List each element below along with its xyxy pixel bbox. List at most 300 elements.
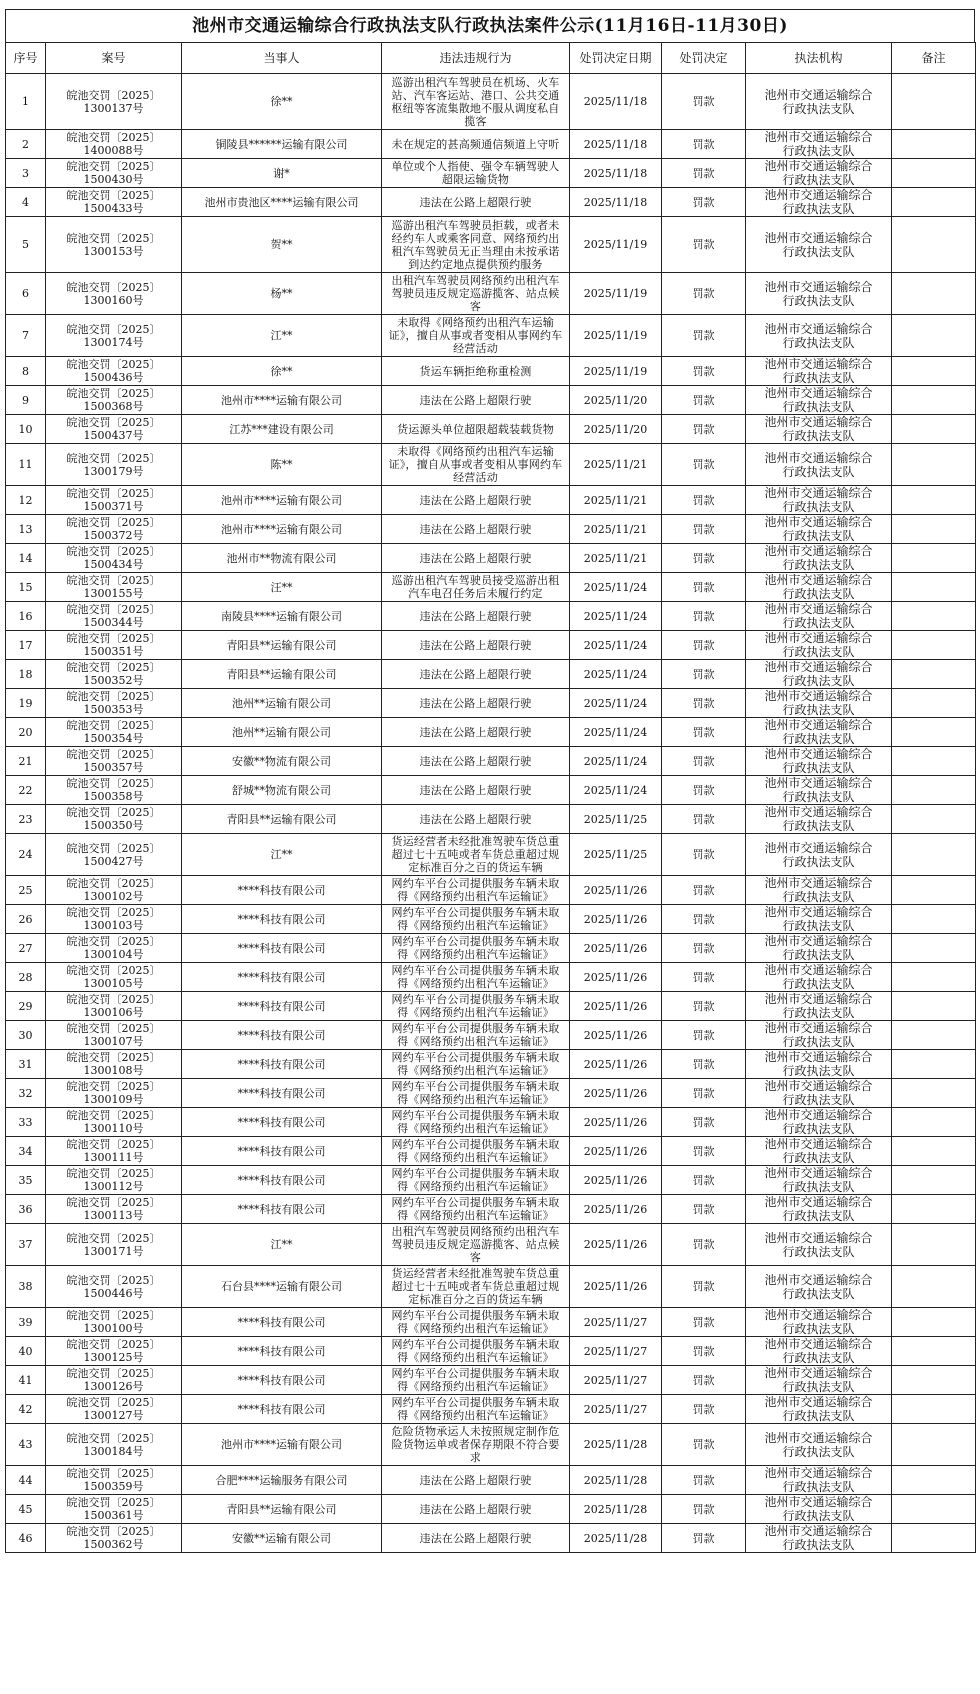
decision-cell: 罚款 (662, 188, 746, 217)
party-cell: 徐** (182, 74, 382, 130)
decision-cell: 罚款 (662, 1524, 746, 1553)
party-cell: ****科技有限公司 (182, 1079, 382, 1108)
decision-cell: 罚款 (662, 1079, 746, 1108)
decision-date-cell: 2025/11/24 (570, 631, 662, 660)
case-number-cell: 皖池交罚〔2025〕 1300126号 (46, 1366, 182, 1395)
decision-cell: 罚款 (662, 1021, 746, 1050)
note-cell (892, 1079, 976, 1108)
agency-cell: 池州市交通运输综合 行政执法支队 (746, 1108, 892, 1137)
row-number-cell: 16 (6, 602, 46, 631)
violation-cell: 违法在公路上超限行驶 (382, 486, 570, 515)
decision-date-cell: 2025/11/26 (570, 1108, 662, 1137)
decision-cell: 罚款 (662, 1466, 746, 1495)
table-row (6, 515, 976, 544)
table-row (6, 273, 976, 315)
decision-date-cell: 2025/11/27 (570, 1395, 662, 1424)
row-number-cell: 18 (6, 660, 46, 689)
decision-date-cell: 2025/11/28 (570, 1424, 662, 1466)
party-cell: 贺** (182, 217, 382, 273)
violation-cell: 网约车平台公司提供服务车辆未取得《网络预约出租汽车运输证》 (382, 934, 570, 963)
case-number-cell: 皖池交罚〔2025〕 1500358号 (46, 776, 182, 805)
decision-date-cell: 2025/11/28 (570, 1524, 662, 1553)
row-number-cell: 17 (6, 631, 46, 660)
decision-cell: 罚款 (662, 74, 746, 130)
agency-cell: 池州市交通运输综合 行政执法支队 (746, 1366, 892, 1395)
note-cell (892, 515, 976, 544)
decision-cell: 罚款 (662, 1424, 746, 1466)
row-number-cell: 22 (6, 776, 46, 805)
violation-cell: 违法在公路上超限行驶 (382, 805, 570, 834)
party-cell: 池州**运输有限公司 (182, 718, 382, 747)
decision-date-cell: 2025/11/19 (570, 217, 662, 273)
violation-cell: 未取得《网络预约出租汽车运输证》，擅自从事或者变相从事网约车经营活动 (382, 444, 570, 486)
note-cell (892, 805, 976, 834)
note-cell (892, 1050, 976, 1079)
table-row (6, 573, 976, 602)
decision-cell: 罚款 (662, 444, 746, 486)
decision-cell: 罚款 (662, 130, 746, 159)
decision-date-cell: 2025/11/28 (570, 1495, 662, 1524)
violation-cell: 网约车平台公司提供服务车辆未取得《网络预约出租汽车运输证》 (382, 905, 570, 934)
violation-cell: 巡游出租汽车驾驶员在机场、火车站、汽车客运站、港口、公共交通枢纽等客流集散地不服从调度私自揽客 (382, 74, 570, 130)
row-number-cell: 39 (6, 1308, 46, 1337)
violation-cell: 网约车平台公司提供服务车辆未取得《网络预约出租汽车运输证》 (382, 992, 570, 1021)
table-row (6, 963, 976, 992)
row-number-cell: 46 (6, 1524, 46, 1553)
violation-cell: 违法在公路上超限行驶 (382, 1524, 570, 1553)
row-number-cell: 42 (6, 1395, 46, 1424)
violation-cell: 违法在公路上超限行驶 (382, 660, 570, 689)
party-cell: 汪** (182, 573, 382, 602)
case-number-cell: 皖池交罚〔2025〕 1300137号 (46, 74, 182, 130)
table-row (6, 1079, 976, 1108)
agency-cell: 池州市交通运输综合 行政执法支队 (746, 963, 892, 992)
header-no: 序号 (6, 43, 46, 74)
note-cell (892, 631, 976, 660)
decision-date-cell: 2025/11/26 (570, 1079, 662, 1108)
note-cell (892, 1108, 976, 1137)
row-number-cell: 41 (6, 1366, 46, 1395)
table-row (6, 1021, 976, 1050)
agency-cell: 池州市交通运输综合 行政执法支队 (746, 934, 892, 963)
decision-cell: 罚款 (662, 486, 746, 515)
case-number-cell: 皖池交罚〔2025〕 1300109号 (46, 1079, 182, 1108)
party-cell: ****科技有限公司 (182, 1308, 382, 1337)
agency-cell: 池州市交通运输综合 行政执法支队 (746, 660, 892, 689)
row-number-cell: 6 (6, 273, 46, 315)
note-cell (892, 905, 976, 934)
party-cell: 安徽**物流有限公司 (182, 747, 382, 776)
table-row (6, 1266, 976, 1308)
note-cell (892, 1166, 976, 1195)
case-number-cell: 皖池交罚〔2025〕 1300107号 (46, 1021, 182, 1050)
table-row (6, 905, 976, 934)
note-cell (892, 1308, 976, 1337)
violation-cell: 未在规定的甚高频通信频道上守听 (382, 130, 570, 159)
row-number-cell: 20 (6, 718, 46, 747)
decision-date-cell: 2025/11/26 (570, 934, 662, 963)
note-cell (892, 660, 976, 689)
decision-date-cell: 2025/11/26 (570, 1050, 662, 1079)
table-row (6, 1466, 976, 1495)
row-number-cell: 11 (6, 444, 46, 486)
case-number-cell: 皖池交罚〔2025〕 1500353号 (46, 689, 182, 718)
violation-cell: 危险货物承运人未按照规定制作危险货物运单或者保存期限不符合要求 (382, 1424, 570, 1466)
decision-date-cell: 2025/11/26 (570, 963, 662, 992)
table-row (6, 689, 976, 718)
case-number-cell: 皖池交罚〔2025〕 1500350号 (46, 805, 182, 834)
decision-cell: 罚款 (662, 805, 746, 834)
party-cell: ****科技有限公司 (182, 1021, 382, 1050)
case-number-cell: 皖池交罚〔2025〕 1300100号 (46, 1308, 182, 1337)
agency-cell: 池州市交通运输综合 行政执法支队 (746, 1495, 892, 1524)
note-cell (892, 834, 976, 876)
table-row (6, 1050, 976, 1079)
decision-date-cell: 2025/11/26 (570, 905, 662, 934)
decision-date-cell: 2025/11/27 (570, 1366, 662, 1395)
party-cell: 青阳县**运输有限公司 (182, 805, 382, 834)
party-cell: ****科技有限公司 (182, 876, 382, 905)
decision-cell: 罚款 (662, 544, 746, 573)
row-number-cell: 23 (6, 805, 46, 834)
violation-cell: 货运车辆拒绝称重检测 (382, 357, 570, 386)
decision-cell: 罚款 (662, 776, 746, 805)
party-cell: 石台县****运输有限公司 (182, 1266, 382, 1308)
decision-date-cell: 2025/11/26 (570, 1195, 662, 1224)
table-row (6, 74, 976, 130)
table-row (6, 415, 976, 444)
decision-cell: 罚款 (662, 905, 746, 934)
note-cell (892, 415, 976, 444)
party-cell: 青阳县**运输有限公司 (182, 660, 382, 689)
agency-cell: 池州市交通运输综合 行政执法支队 (746, 386, 892, 415)
party-cell: ****科技有限公司 (182, 905, 382, 934)
row-number-cell: 8 (6, 357, 46, 386)
decision-cell: 罚款 (662, 876, 746, 905)
table-body (6, 74, 976, 1553)
agency-cell: 池州市交通运输综合 行政执法支队 (746, 1337, 892, 1366)
violation-cell: 网约车平台公司提供服务车辆未取得《网络预约出租汽车运输证》 (382, 1050, 570, 1079)
row-number-cell: 40 (6, 1337, 46, 1366)
case-number-cell: 皖池交罚〔2025〕 1500436号 (46, 357, 182, 386)
party-cell: 江苏***建设有限公司 (182, 415, 382, 444)
party-cell: 徐** (182, 357, 382, 386)
agency-cell: 池州市交通运输综合 行政执法支队 (746, 1466, 892, 1495)
decision-date-cell: 2025/11/19 (570, 357, 662, 386)
document-title: 池州市交通运输综合行政执法支队行政执法案件公示(11月16日-11月30日) (5, 9, 975, 42)
case-number-cell: 皖池交罚〔2025〕 1300174号 (46, 315, 182, 357)
party-cell: ****科技有限公司 (182, 992, 382, 1021)
note-cell (892, 1424, 976, 1466)
agency-cell: 池州市交通运输综合 行政执法支队 (746, 1424, 892, 1466)
note-cell (892, 1337, 976, 1366)
case-number-cell: 皖池交罚〔2025〕 1500362号 (46, 1524, 182, 1553)
decision-cell: 罚款 (662, 992, 746, 1021)
row-number-cell: 7 (6, 315, 46, 357)
party-cell: 池州市**物流有限公司 (182, 544, 382, 573)
table-row (6, 776, 976, 805)
table-row (6, 631, 976, 660)
case-number-cell: 皖池交罚〔2025〕 1300179号 (46, 444, 182, 486)
agency-cell: 池州市交通运输综合 行政执法支队 (746, 631, 892, 660)
table-row (6, 315, 976, 357)
note-cell (892, 1021, 976, 1050)
row-number-cell: 2 (6, 130, 46, 159)
case-number-cell: 皖池交罚〔2025〕 1400088号 (46, 130, 182, 159)
decision-cell: 罚款 (662, 689, 746, 718)
table-row (6, 1166, 976, 1195)
header-row (6, 43, 976, 74)
note-cell (892, 486, 976, 515)
agency-cell: 池州市交通运输综合 行政执法支队 (746, 905, 892, 934)
row-number-cell: 4 (6, 188, 46, 217)
case-number-cell: 皖池交罚〔2025〕 1500427号 (46, 834, 182, 876)
party-cell: 江** (182, 315, 382, 357)
party-cell: 杨** (182, 273, 382, 315)
row-number-cell: 26 (6, 905, 46, 934)
violation-cell: 网约车平台公司提供服务车辆未取得《网络预约出租汽车运输证》 (382, 1308, 570, 1337)
case-number-cell: 皖池交罚〔2025〕 1300103号 (46, 905, 182, 934)
table-row (6, 486, 976, 515)
decision-cell: 罚款 (662, 718, 746, 747)
case-number-cell: 皖池交罚〔2025〕 1300171号 (46, 1224, 182, 1266)
row-number-cell: 38 (6, 1266, 46, 1308)
violation-cell: 货运经营者未经批准驾驶车货总重超过七十五吨或者车货总重超过规定标准百分之百的货运车辆 (382, 834, 570, 876)
agency-cell: 池州市交通运输综合 行政执法支队 (746, 1021, 892, 1050)
violation-cell: 网约车平台公司提供服务车辆未取得《网络预约出租汽车运输证》 (382, 1137, 570, 1166)
violation-cell: 巡游出租汽车驾驶员拒载，或者未经约车人或乘客同意、网络预约出租汽车驾驶员无正当理由未按承诺到达约定地点提供预约服务 (382, 217, 570, 273)
table-row (6, 992, 976, 1021)
table-row (6, 1337, 976, 1366)
row-number-cell: 25 (6, 876, 46, 905)
header-case-number: 案号 (46, 43, 182, 74)
decision-date-cell: 2025/11/24 (570, 747, 662, 776)
agency-cell: 池州市交通运输综合 行政执法支队 (746, 74, 892, 130)
decision-cell: 罚款 (662, 1308, 746, 1337)
decision-date-cell: 2025/11/26 (570, 876, 662, 905)
decision-cell: 罚款 (662, 1195, 746, 1224)
decision-cell: 罚款 (662, 631, 746, 660)
case-number-cell: 皖池交罚〔2025〕 1500352号 (46, 660, 182, 689)
party-cell: ****科技有限公司 (182, 1166, 382, 1195)
table-row (6, 544, 976, 573)
row-number-cell: 28 (6, 963, 46, 992)
decision-cell: 罚款 (662, 602, 746, 631)
agency-cell: 池州市交通运输综合 行政执法支队 (746, 805, 892, 834)
row-number-cell: 45 (6, 1495, 46, 1524)
party-cell: 池州市贵池区****运输有限公司 (182, 188, 382, 217)
table-row (6, 834, 976, 876)
party-cell: ****科技有限公司 (182, 1050, 382, 1079)
row-number-cell: 5 (6, 217, 46, 273)
note-cell (892, 934, 976, 963)
agency-cell: 池州市交通运输综合 行政执法支队 (746, 1395, 892, 1424)
case-number-cell: 皖池交罚〔2025〕 1300102号 (46, 876, 182, 905)
party-cell: 池州市****运输有限公司 (182, 386, 382, 415)
decision-date-cell: 2025/11/19 (570, 273, 662, 315)
note-cell (892, 689, 976, 718)
party-cell: 合肥****运输服务有限公司 (182, 1466, 382, 1495)
note-cell (892, 776, 976, 805)
decision-cell: 罚款 (662, 273, 746, 315)
agency-cell: 池州市交通运输综合 行政执法支队 (746, 1137, 892, 1166)
header-agency: 执法机构 (746, 43, 892, 74)
decision-cell: 罚款 (662, 357, 746, 386)
agency-cell: 池州市交通运输综合 行政执法支队 (746, 1266, 892, 1308)
case-number-cell: 皖池交罚〔2025〕 1500433号 (46, 188, 182, 217)
decision-date-cell: 2025/11/21 (570, 515, 662, 544)
decision-cell: 罚款 (662, 1495, 746, 1524)
party-cell: ****科技有限公司 (182, 1366, 382, 1395)
table-row (6, 1495, 976, 1524)
table-row (6, 1308, 976, 1337)
table-row (6, 1395, 976, 1424)
violation-cell: 网约车平台公司提供服务车辆未取得《网络预约出租汽车运输证》 (382, 963, 570, 992)
violation-cell: 巡游出租汽车驾驶员接受巡游出租汽车电召任务后未履行约定 (382, 573, 570, 602)
case-number-cell: 皖池交罚〔2025〕 1300160号 (46, 273, 182, 315)
party-cell: 池州市****运输有限公司 (182, 1424, 382, 1466)
case-number-cell: 皖池交罚〔2025〕 1300155号 (46, 573, 182, 602)
row-number-cell: 10 (6, 415, 46, 444)
note-cell (892, 386, 976, 415)
table-row (6, 660, 976, 689)
agency-cell: 池州市交通运输综合 行政执法支队 (746, 1524, 892, 1553)
note-cell (892, 602, 976, 631)
agency-cell: 池州市交通运输综合 行政执法支队 (746, 486, 892, 515)
decision-date-cell: 2025/11/26 (570, 1166, 662, 1195)
agency-cell: 池州市交通运输综合 行政执法支队 (746, 159, 892, 188)
note-cell (892, 130, 976, 159)
row-number-cell: 34 (6, 1137, 46, 1166)
decision-date-cell: 2025/11/25 (570, 834, 662, 876)
row-number-cell: 29 (6, 992, 46, 1021)
decision-date-cell: 2025/11/26 (570, 1224, 662, 1266)
header-party: 当事人 (182, 43, 382, 74)
party-cell: ****科技有限公司 (182, 1108, 382, 1137)
agency-cell: 池州市交通运输综合 行政执法支队 (746, 1195, 892, 1224)
case-number-cell: 皖池交罚〔2025〕 1500372号 (46, 515, 182, 544)
case-number-cell: 皖池交罚〔2025〕 1500446号 (46, 1266, 182, 1308)
violation-cell: 货运源头单位超限超载装载货物 (382, 415, 570, 444)
decision-date-cell: 2025/11/26 (570, 1137, 662, 1166)
decision-date-cell: 2025/11/27 (570, 1337, 662, 1366)
violation-cell: 违法在公路上超限行驶 (382, 747, 570, 776)
decision-cell: 罚款 (662, 1224, 746, 1266)
table-row (6, 1366, 976, 1395)
case-number-cell: 皖池交罚〔2025〕 1500430号 (46, 159, 182, 188)
violation-cell: 出租汽车驾驶员网络预约出租汽车驾驶员违反规定巡游揽客、站点候客 (382, 1224, 570, 1266)
agency-cell: 池州市交通运输综合 行政执法支队 (746, 515, 892, 544)
decision-date-cell: 2025/11/24 (570, 660, 662, 689)
table-row (6, 217, 976, 273)
case-number-cell: 皖池交罚〔2025〕 1500368号 (46, 386, 182, 415)
party-cell: 江** (182, 834, 382, 876)
row-number-cell: 1 (6, 74, 46, 130)
decision-cell: 罚款 (662, 1137, 746, 1166)
agency-cell: 池州市交通运输综合 行政执法支队 (746, 1224, 892, 1266)
note-cell (892, 876, 976, 905)
agency-cell: 池州市交通运输综合 行政执法支队 (746, 273, 892, 315)
decision-date-cell: 2025/11/21 (570, 544, 662, 573)
party-cell: ****科技有限公司 (182, 1195, 382, 1224)
decision-cell: 罚款 (662, 1395, 746, 1424)
party-cell: 舒城**物流有限公司 (182, 776, 382, 805)
agency-cell: 池州市交通运输综合 行政执法支队 (746, 1308, 892, 1337)
agency-cell: 池州市交通运输综合 行政执法支队 (746, 718, 892, 747)
decision-cell: 罚款 (662, 573, 746, 602)
case-number-cell: 皖池交罚〔2025〕 1500437号 (46, 415, 182, 444)
note-cell (892, 1195, 976, 1224)
party-cell: 安徽**运输有限公司 (182, 1524, 382, 1553)
note-cell (892, 718, 976, 747)
table-row (6, 718, 976, 747)
party-cell: 青阳县**运输有限公司 (182, 1495, 382, 1524)
case-number-cell: 皖池交罚〔2025〕 1300104号 (46, 934, 182, 963)
note-cell (892, 217, 976, 273)
table-row (6, 1195, 976, 1224)
case-number-cell: 皖池交罚〔2025〕 1300113号 (46, 1195, 182, 1224)
case-number-cell: 皖池交罚〔2025〕 1300108号 (46, 1050, 182, 1079)
decision-cell: 罚款 (662, 963, 746, 992)
note-cell (892, 747, 976, 776)
table-row (6, 805, 976, 834)
decision-date-cell: 2025/11/20 (570, 386, 662, 415)
decision-cell: 罚款 (662, 386, 746, 415)
case-number-cell: 皖池交罚〔2025〕 1500354号 (46, 718, 182, 747)
row-number-cell: 14 (6, 544, 46, 573)
case-number-cell: 皖池交罚〔2025〕 1300106号 (46, 992, 182, 1021)
table-row (6, 747, 976, 776)
header-decision-date: 处罚决定日期 (570, 43, 662, 74)
decision-date-cell: 2025/11/25 (570, 805, 662, 834)
note-cell (892, 1395, 976, 1424)
party-cell: 青阳县**运输有限公司 (182, 631, 382, 660)
agency-cell: 池州市交通运输综合 行政执法支队 (746, 573, 892, 602)
violation-cell: 出租汽车驾驶员网络预约出租汽车驾驶员违反规定巡游揽客、站点候客 (382, 273, 570, 315)
agency-cell: 池州市交通运输综合 行政执法支队 (746, 188, 892, 217)
violation-cell: 违法在公路上超限行驶 (382, 631, 570, 660)
decision-cell: 罚款 (662, 415, 746, 444)
agency-cell: 池州市交通运输综合 行政执法支队 (746, 544, 892, 573)
table-header (6, 43, 976, 74)
case-number-cell: 皖池交罚〔2025〕 1300125号 (46, 1337, 182, 1366)
agency-cell: 池州市交通运输综合 行政执法支队 (746, 315, 892, 357)
table-row (6, 876, 976, 905)
agency-cell: 池州市交通运输综合 行政执法支队 (746, 834, 892, 876)
decision-cell: 罚款 (662, 1166, 746, 1195)
header-note: 备注 (892, 43, 976, 74)
case-number-cell: 皖池交罚〔2025〕 1500371号 (46, 486, 182, 515)
violation-cell: 网约车平台公司提供服务车辆未取得《网络预约出租汽车运输证》 (382, 1195, 570, 1224)
agency-cell: 池州市交通运输综合 行政执法支队 (746, 130, 892, 159)
decision-cell: 罚款 (662, 1050, 746, 1079)
violation-cell: 网约车平台公司提供服务车辆未取得《网络预约出租汽车运输证》 (382, 876, 570, 905)
decision-cell: 罚款 (662, 315, 746, 357)
party-cell: ****科技有限公司 (182, 1137, 382, 1166)
table-row (6, 188, 976, 217)
case-number-cell: 皖池交罚〔2025〕 1300110号 (46, 1108, 182, 1137)
table-row (6, 1108, 976, 1137)
row-number-cell: 35 (6, 1166, 46, 1195)
table-row (6, 130, 976, 159)
agency-cell: 池州市交通运输综合 行政执法支队 (746, 992, 892, 1021)
violation-cell: 违法在公路上超限行驶 (382, 1466, 570, 1495)
case-number-cell: 皖池交罚〔2025〕 1300184号 (46, 1424, 182, 1466)
party-cell: ****科技有限公司 (182, 1337, 382, 1366)
violation-cell: 违法在公路上超限行驶 (382, 515, 570, 544)
row-number-cell: 27 (6, 934, 46, 963)
violation-cell: 未取得《网络预约出租汽车运输证》，擅自从事或者变相从事网约车经营活动 (382, 315, 570, 357)
